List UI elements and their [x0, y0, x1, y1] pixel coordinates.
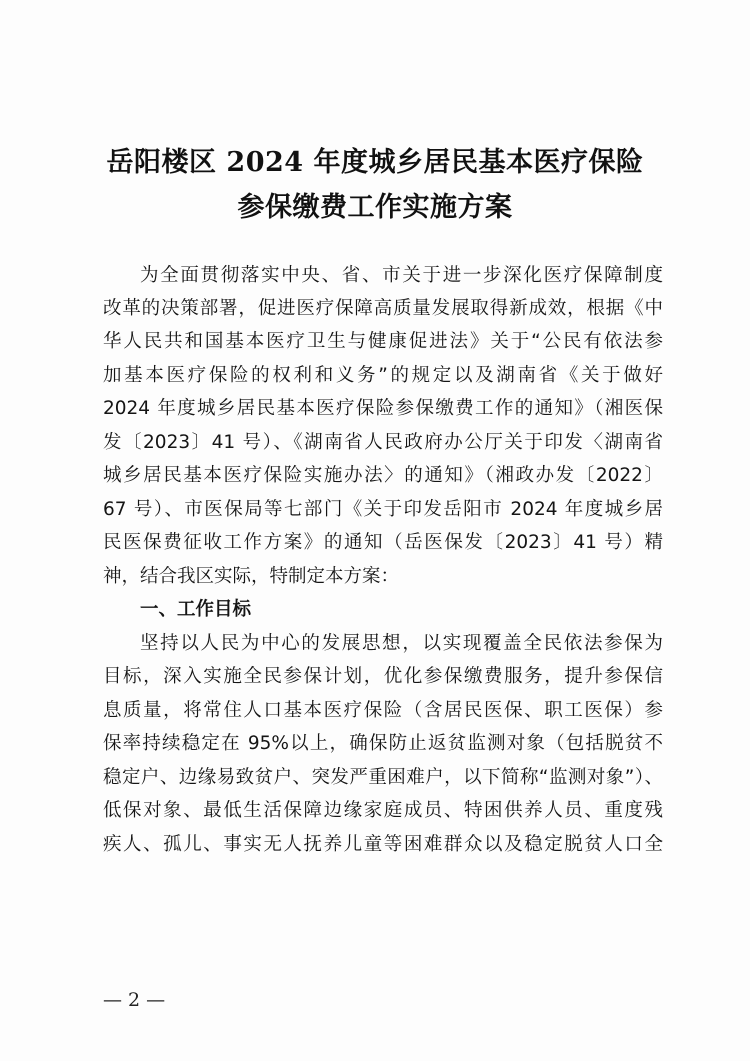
paragraph-line: 发〔2023〕41 号）、《湖南省人民政府办公厅关于印发〈湖南省	[103, 432, 663, 453]
paragraph-line: 2024 年度城乡居民基本医疗保险参保缴费工作的通知》（湘医保	[103, 398, 663, 419]
document-title-line-2: 参保缴费工作实施方案	[237, 192, 513, 223]
paragraph-line: 坚持以人民为中心的发展思想，以实现覆盖全民依法参保为	[140, 633, 663, 654]
paragraph-line: 保率持续稳定在 95%以上，确保防止返贫监测对象（包括脱贫不	[103, 733, 663, 754]
paragraph-line: 为全面贯彻落实中央、省、市关于进一步深化医疗保障制度	[140, 265, 663, 286]
paragraph-line: 息质量，将常住人口基本医疗保险（含居民医保、职工医保）参	[103, 700, 663, 721]
paragraph-line: 目标，深入实施全民参保计划，优化参保缴费服务，提升参保信	[103, 666, 663, 687]
paragraph-line: 华人民共和国基本医疗卫生与健康促进法》关于“公民有依法参	[103, 331, 663, 352]
paragraph-line: 民医保费征收工作方案》的通知（岳医保发〔2023〕41 号）精	[103, 532, 663, 553]
paragraph-line: 城乡居民基本医疗保险实施办法〉的通知》（湘政办发〔2022〕	[103, 465, 663, 486]
document-title-line-1: 岳阳楼区 2024 年度城乡居民基本医疗保险	[106, 147, 644, 178]
paragraph-line: 疾人、孤儿、事实无人抚养儿童等困难群众以及稳定脱贫人口全	[103, 834, 663, 855]
paragraph-line: 低保对象、最低生活保障边缘家庭成员、特困供养人员、重度残	[103, 800, 663, 821]
paragraph-line: 67 号）、市医保局等七部门《关于印发岳阳市 2024 年度城乡居	[103, 499, 663, 520]
paragraph-line: 稳定户、边缘易致贫户、突发严重困难户，以下简称“监测对象”）、	[103, 767, 663, 788]
paragraph-line: 加基本医疗保险的权利和义务”的规定以及湖南省《关于做好	[103, 365, 663, 386]
section-heading: 一、工作目标	[140, 599, 252, 620]
page-number: — 2 —	[103, 989, 166, 1011]
paragraph-line: 神，结合我区实际，特制定本方案：	[103, 566, 400, 587]
paragraph-line: 改革的决策部署，促进医疗保障高质量发展取得新成效，根据《中	[103, 298, 663, 319]
